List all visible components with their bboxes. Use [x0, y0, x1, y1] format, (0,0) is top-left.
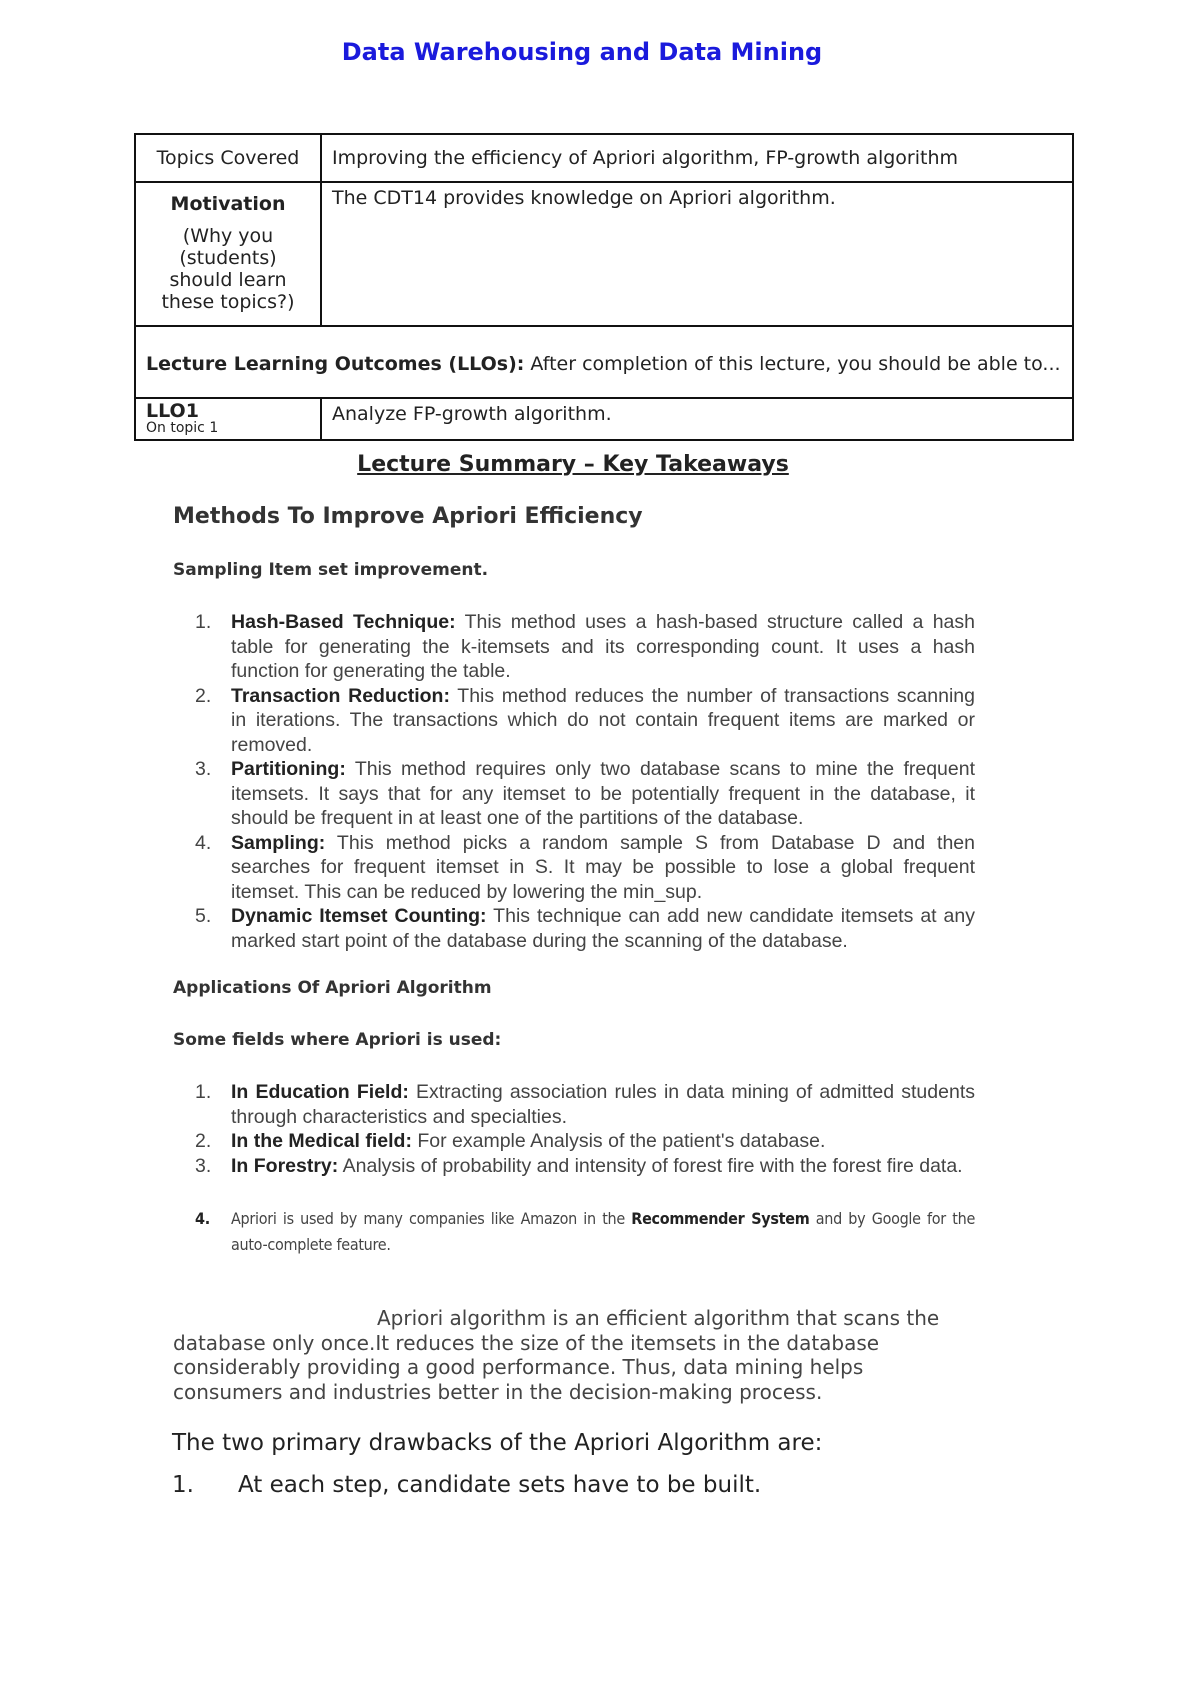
llo-label: Lecture Learning Outcomes (LLOs): — [146, 352, 525, 375]
item-description: Extracting association rules in data mining of admitted students through characteristics and specialties. — [231, 1081, 975, 1128]
item-description: This technique can add new candidate itemsets at any marked start point of the database during the scanning of the database. — [231, 905, 975, 952]
methods-list — [195, 610, 975, 953]
item-description: This method reduces the number of transactions scanning in iterations. The transactions which do not contain frequent items are marked or removed. — [231, 684, 975, 756]
application-item — [195, 1080, 975, 1129]
list-number: 3. — [195, 1154, 212, 1177]
subheading-fields: Some fields where Apriori is used: — [173, 1030, 502, 1050]
summary-title: Lecture Summary – Key Takeaways — [357, 452, 789, 477]
item-term: Hash-Based Technique: — [231, 611, 456, 633]
item-term: In Education Field: — [231, 1081, 409, 1103]
list-number: 2. — [195, 684, 212, 707]
motivation-label: Motivation — [170, 193, 286, 215]
drawbacks-heading: The two primary drawbacks of the Apriori Algorithm are: — [172, 1430, 823, 1456]
drawback-item-1: 1. At each step, candidate sets have to be built. — [172, 1472, 762, 1498]
motivation-value: The CDT14 provides knowledge on Apriori algorithm. — [321, 182, 1073, 326]
list-number: 1. — [195, 1081, 212, 1103]
llo-text: After completion of this lecture, you should be able to... — [530, 352, 1061, 375]
item-term: Sampling: — [231, 831, 326, 854]
motivation-subtitle: (Why you (students) should learn these topics?) — [161, 225, 295, 313]
item-term: In the Medical field: — [231, 1130, 412, 1152]
topics-label: Topics Covered — [135, 134, 321, 182]
item-description: For example Analysis of the patient's database. — [411, 1130, 826, 1152]
item-term: Transaction Reduction: — [231, 684, 450, 707]
topics-value: Improving the efficiency of Apriori algorithm, FP-growth algorithm — [321, 134, 1073, 182]
method-item — [195, 904, 975, 953]
item-term: In Forestry: — [231, 1154, 339, 1177]
item-description: This method requires only two database scans to mine the frequent itemsets. It says that for any itemset to be potentially frequent in the database, it should be frequent in at least one of the partitions of the database. — [231, 758, 975, 829]
list-number: 5. — [195, 905, 212, 927]
list-number: 4. — [195, 1209, 210, 1228]
item-description: This method picks a random sample S from Database D and then searches for frequent itemset in S. It may be possible to lose a global frequent itemset. This can be reduced by lowering the min_sup. — [231, 831, 975, 903]
llo1-subtitle: On topic 1 — [146, 420, 219, 436]
lecture-info-table — [134, 133, 1074, 441]
method-item — [195, 757, 975, 831]
summary-paragraph: Apriori algorithm is an efficient algorithm that scans the database only once.It reduces the size of the itemsets in the database considerably providing a good performance. Thus, data mining helps consumers and industries better in the decision-making process. — [173, 1306, 940, 1404]
llo1-id: LLO1 — [146, 400, 199, 422]
document-title: Data Warehousing and Data Mining — [341, 38, 823, 66]
list-number: 2. — [195, 1130, 212, 1152]
application-item — [195, 1154, 975, 1179]
item-term: Partitioning: — [231, 758, 346, 780]
method-item — [195, 610, 975, 684]
method-item — [195, 831, 975, 905]
method-item — [195, 684, 975, 758]
list-number: 1. — [195, 611, 212, 633]
item-term: Dynamic Itemset Counting: — [231, 905, 487, 927]
item-description: Analysis of probability and intensity of forest fire with the forest fire data. — [338, 1154, 963, 1177]
item-description: This method uses a hash-based structure called a hash table for generating the k-itemsets and its corresponding count. It uses a hash function for generating the table. — [231, 611, 975, 682]
subheading-sampling: Sampling Item set improvement. — [173, 560, 489, 580]
application-item — [195, 1129, 975, 1154]
application-item-4: 4. Apriori is used by many companies like Amazon in the Recommender System and by Google for the auto-complete feature. — [195, 1206, 975, 1258]
section-heading-applications: Applications Of Apriori Algorithm — [173, 978, 492, 998]
section-heading-methods: Methods To Improve Apriori Efficiency — [173, 504, 643, 529]
llo1-text: Analyze FP-growth algorithm. — [321, 398, 1073, 440]
list-number: 3. — [195, 758, 212, 780]
applications-list — [195, 1080, 975, 1178]
list-number: 4. — [195, 831, 212, 854]
